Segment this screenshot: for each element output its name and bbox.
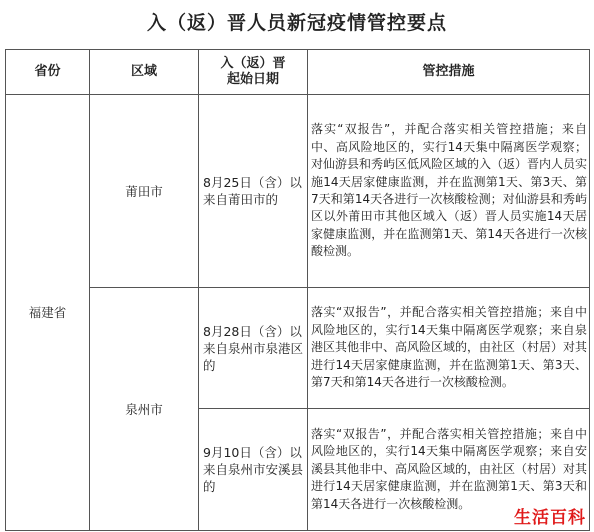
- measures-cell: 落实“双报告”，并配合落实相关管控措施；来自中风险地区的，实行14天集中隔离医学观察；来自泉港区其他非中、高风险区域的，由社区（村居）对其进行14天居家健康监测，并在监测第1天、第3天、第7天和第14天各进行一次核酸检测。: [308, 288, 590, 409]
- table-row: [6, 95, 590, 288]
- region-cell: 莆田市: [90, 95, 199, 288]
- watermark-logo: 生活百科: [514, 508, 586, 528]
- control-measures-table: [5, 49, 590, 531]
- measures-cell: 落实“双报告”，并配合落实相关管控措施；来自中风险地区的，实行14天集中隔离医学观察；来自安溪县其他非中、高风险区域的，由社区（村居）对其进行14天居家健康监测，并在监测第1天、第3天和第14天各进行一次核酸检测。: [308, 409, 590, 531]
- date-cell: 8月25日（含）以来自莆田市的: [199, 95, 308, 288]
- header-region: 区域: [90, 50, 199, 95]
- page-title: 入（返）晋人员新冠疫情管控要点: [146, 12, 447, 34]
- region-cell: 泉州市: [90, 288, 199, 531]
- header-date: 入（返）晋 起始日期: [199, 50, 308, 95]
- province-cell: 福建省: [6, 95, 90, 531]
- header-province: 省份: [6, 50, 90, 95]
- header-measures: 管控措施: [308, 50, 590, 95]
- date-cell: 9月10日（含）以来自泉州市安溪县的: [199, 409, 308, 531]
- measures-cell: 落实“双报告”，并配合落实相关管控措施；来自中、高风险地区的，实行14天集中隔离医学观察；对仙游县和秀屿区低风险区域的入（返）晋内人员实施14天居家健康监测，并在监测第1天、第3天、第7天和第14天各进行一次核酸检测；对仙游县和秀屿区以外莆田市其他区域入（返）晋人员实施14天居家健康监测，并在监测第1天、第14天各进行一次核酸检测。: [308, 95, 590, 288]
- date-cell: 8月28日（含）以来自泉州市泉港区的: [199, 288, 308, 409]
- table-header-row: [6, 50, 590, 95]
- table-row: [6, 288, 590, 409]
